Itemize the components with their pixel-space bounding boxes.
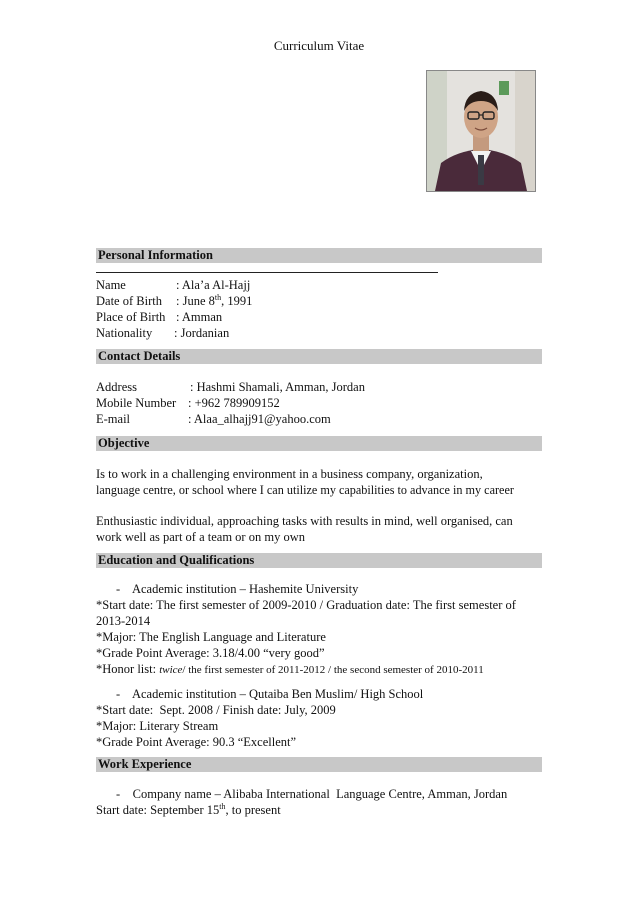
portrait-photo-icon — [427, 71, 535, 191]
pob-value: : Amman — [176, 310, 223, 324]
education-detail: *Grade Point Average: 90.3 “Excellent” — [96, 735, 297, 749]
objective-line: language centre, or school where I can utilize my capabilities to advance in my career — [96, 483, 514, 497]
section-heading-work: Work Experience — [96, 757, 542, 772]
nationality-row — [96, 325, 229, 341]
name-row — [96, 277, 250, 293]
address-label: Address — [96, 380, 137, 394]
education-detail: *Major: Literary Stream — [96, 719, 219, 733]
education-detail: *Start date: Sept. 2008 / Finish date: July, 2009 — [96, 703, 336, 717]
work-start-date: Start date: September 15th, to present — [96, 801, 281, 817]
work-company: - Company name – Alibaba International Language Centre, Amman, Jordan — [116, 787, 508, 801]
portrait-photo — [426, 70, 536, 192]
education-institution: - Academic institution – Qutaiba Ben Muslim/ High School — [116, 687, 424, 701]
mobile-value: : +962 789909152 — [188, 396, 280, 410]
email-value: : Alaa_alhajj91@yahoo.com — [188, 412, 331, 426]
name-label: Name — [96, 278, 126, 292]
nationality-value: : Jordanian — [174, 326, 230, 340]
education-institution: - Academic institution – Hashemite University — [116, 582, 359, 596]
dob-row — [96, 293, 252, 309]
education-detail: *Grade Point Average: 3.18/4.00 “very good” — [96, 646, 325, 660]
dob-value: : June 8th, 1991 — [176, 292, 253, 308]
objective-line: Is to work in a challenging environment in a business company, organization, — [96, 467, 483, 481]
education-detail: *Start date: The first semester of 2009-2010 / Graduation date: The first semester of — [96, 598, 516, 612]
education-detail: *Major: The English Language and Literature — [96, 630, 326, 644]
section-heading-education: Education and Qualifications — [96, 553, 542, 568]
section-heading-personal: Personal Information — [96, 248, 542, 263]
section-heading-contact: Contact Details — [96, 349, 542, 364]
divider-line — [96, 272, 438, 273]
dob-label: Date of Birth — [96, 294, 162, 308]
objective-line: Enthusiastic individual, approaching tasks with results in mind, well organised, can — [96, 514, 513, 528]
address-row — [96, 379, 365, 395]
education-detail: 2013-2014 — [96, 614, 151, 628]
pob-row — [96, 309, 222, 325]
address-value: : Hashmi Shamali, Amman, Jordan — [190, 380, 365, 394]
document-title: Curriculum Vitae — [273, 38, 365, 53]
section-heading-objective: Objective — [96, 436, 542, 451]
objective-line: work well as part of a team or on my own — [96, 530, 305, 544]
email-label: E-mail — [96, 412, 131, 426]
education-detail: *Honor list: twice/ the first semester of 2011-2012 / the second semester of 2010-2011 — [96, 662, 484, 676]
email-row — [96, 411, 331, 427]
nationality-label: Nationality — [96, 326, 153, 340]
mobile-row — [96, 395, 280, 411]
name-value: : Ala’a Al-Hajj — [176, 278, 251, 292]
mobile-label: Mobile Number — [96, 396, 177, 410]
pob-label: Place of Birth — [96, 310, 166, 324]
